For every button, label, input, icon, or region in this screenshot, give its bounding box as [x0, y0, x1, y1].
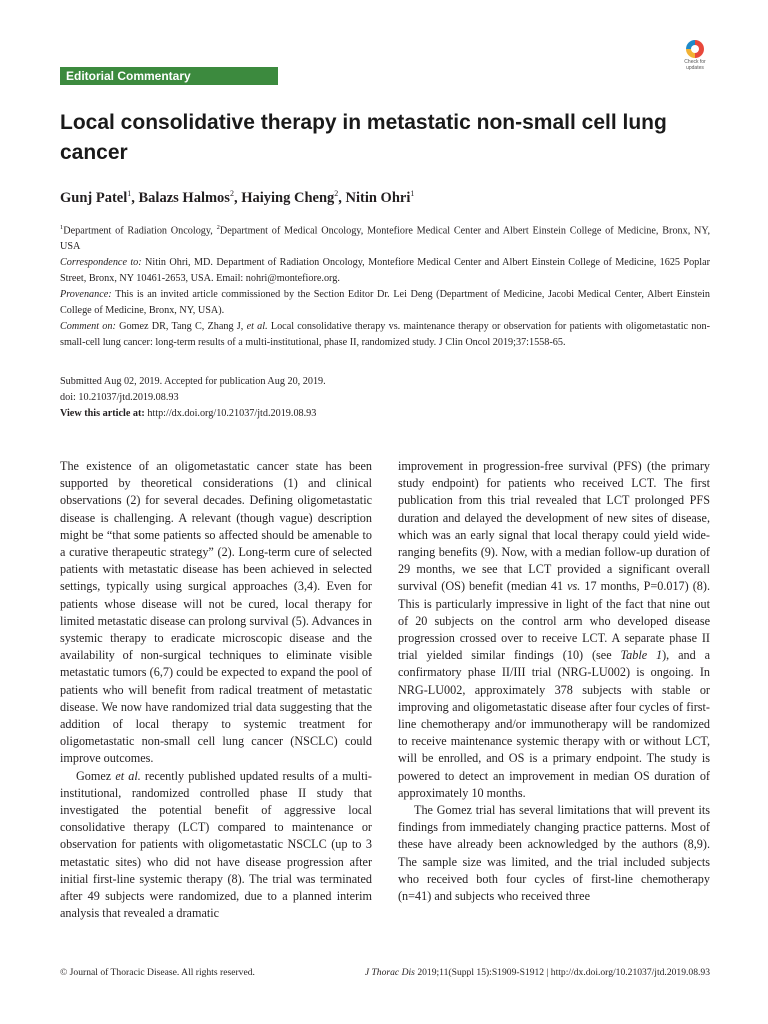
provenance-label: Provenance:: [60, 289, 112, 301]
author-affiliation-mark: 2: [334, 189, 339, 198]
paragraph-text: ), and a confirmatory phase II/III trial (NRG-LU002) is ongoing. In NRG-LU002, approximately 378 subjects with stable or improving and oligometastatic disease after four cycles of first-line chemotherapy and/or immunotherapy will be randomized to receive maintenance systemic therapy with or without LCT, will be enrolled, and OS is a primary endpoint. The study is powered to detect an improvement in median OS duration of approximately 10 months.: [398, 648, 710, 800]
author-name: Nitin Ohri: [345, 189, 411, 206]
journal-abbreviation: J Thorac Dis: [364, 967, 415, 978]
provenance-text: This is an invited article commissioned by the Section Editor Dr. Lei Deng (Department of Medicine, Jacobi Medical Center, Albert Einstein College of Medicine, Bronx, NY, USA).: [60, 289, 710, 317]
check-for-updates-label: Check for updates: [684, 59, 706, 71]
affiliation-mark: 1: [60, 224, 64, 231]
comment-on-text: Local consolidative therapy vs. maintenance therapy or observation for patients with oligometastatic non-small-cell lung cancer: long-term results of a multi-institutional, phase II, randomized study. J Clin Oncol 2019;37:1558-65.: [60, 321, 710, 349]
paragraph-text: recently published updated results of a multi-institutional, randomized controlled phase II study that investigated the potential benefit of aggressive local consolidative therapy (LCT) compared to maintenance or observation for patients with oligometastatic NSCLC (up to 3 metastatic sites) who did not have disease progression after initial first-line systemic therapy (8). The trial was terminated after 49 subjects were randomized, due to a planned interim analysis that revealed a dramatic: [60, 768, 372, 921]
paragraph-text: improvement in progression-free survival (PFS) (the primary study endpoint) for patients who received LCT. The first publication from this trial revealed that LCT prolonged PFS duration and delayed the development of new sites of disease, which was an early signal that local therapy could yield wide-ranging benefits (9). Now, with a median follow-up duration of 29 months, we see that LCT provided a significant overall survival (OS) benefit (median 41: [398, 459, 710, 594]
author-affiliation-mark: 1: [410, 189, 415, 198]
body-column-left: [60, 458, 372, 922]
affiliation-mark: 2: [216, 224, 220, 231]
affiliation-text: Department of Medical Oncology, Montefiore Medical Center and Albert Einstein College of Medicine, Bronx, NY, USA: [60, 225, 711, 253]
paragraph-etal: et al.: [115, 768, 141, 783]
paragraph-vs: vs.: [567, 579, 581, 594]
comment-on-etal: et al.: [246, 321, 268, 333]
body-paragraph: The Gomez trial has several limitations that will prevent its findings from immediately changing practice patterns. Most of these have already been acknowledged by the authors (8,9). The sample size was limited, and the trial included subjects who received both four cycles of first-line chemotherapy (n=41) and subjects who received three: [398, 803, 710, 904]
view-article-link[interactable]: http://dx.doi.org/10.21037/jtd.2019.08.93: [144, 408, 317, 419]
comment-on-text: Gomez DR, Tang C, Zhang J,: [115, 321, 247, 333]
check-for-updates-badge[interactable]: [678, 40, 712, 74]
section-label: Editorial Commentary: [60, 67, 278, 85]
body-column-right: [398, 458, 710, 905]
comment-on-line: [60, 319, 710, 351]
body-paragraph: The existence of an oligometastatic cancer state has been supported by theoretical considerations (1) and clinical observations (2) for several decades. Defining oligometastatic disease is challenging. A relevant (though vague) description might be “that some patients so affected should be amenable to a curative therapeutic strategy” (2). Long-term cure of selected patients with metastatic disease has been achieved in selected settings, typically using surgical approaches (3,4). Even for patients whose disease will not be cured, local therapy for limited metastatic disease can prolong survival (5). Advances in systemic therapy to eradicate microscopic disease and the availability of non-surgical techniques to eliminate visible metastatic tumors (6,7) could be expected to expand the pool of patients who will benefit from radical treatment of metastatic disease. We now have randomized trial data suggesting that the addition of local therapy to systemic treatment for oligometastatic non-small cell lung cancer (NSCLC) could improve outcomes.: [60, 459, 372, 766]
article-title: Local consolidative therapy in metastatic non-small cell lung cancer: [60, 111, 667, 164]
author-name: Gunj Patel: [60, 189, 128, 206]
affiliation-line: [60, 220, 710, 255]
affiliations-block: [60, 220, 710, 351]
footer-citation: [365, 967, 710, 979]
view-article-line: [60, 406, 710, 422]
doi-line: doi: 10.21037/jtd.2019.08.93: [60, 392, 179, 403]
author-name: Haiying Cheng: [241, 189, 335, 206]
provenance-line: [60, 287, 710, 319]
crossmark-icon: [686, 40, 704, 58]
correspondence-line: [60, 255, 710, 287]
author-separator: ,: [233, 189, 242, 206]
correspondence-text[interactable]: Nitin Ohri, MD. Department of Radiation Oncology, Montefiore Medical Center and Albert Einstein College of Medicine, 1625 Poplar Street, Bronx, NY 10461-2653, USA. Email: nohri@montefiore.org.: [60, 257, 710, 285]
author-name: Balazs Halmos: [138, 189, 230, 206]
paragraph-text: Gomez: [76, 768, 116, 783]
author-separator: ,: [338, 189, 346, 206]
comment-on-label: Comment on:: [60, 321, 116, 333]
view-article-label: View this article at:: [60, 408, 145, 419]
body-paragraph: [60, 768, 372, 923]
submission-dates: Submitted Aug 02, 2019. Accepted for publication Aug 20, 2019.: [60, 376, 326, 387]
author-affiliation-mark: 2: [229, 189, 234, 198]
author-list: [60, 185, 700, 207]
footer-copyright: © Journal of Thoracic Disease. All rights reserved.: [60, 967, 255, 978]
table-reference-link[interactable]: Table 1: [620, 648, 663, 663]
paragraph-text: 17 months, P=0.017) (8). This is particularly impressive in light of the fact that nine out of 20 subjects on the control arm who developed disease progression crossed over to receive LCT. A separate phase II trial yielded similar findings (10) (see: [398, 579, 711, 663]
correspondence-label: Correspondence to:: [60, 257, 142, 269]
affiliation-text: Department of Radiation Oncology,: [63, 225, 217, 237]
author-separator: ,: [131, 189, 139, 206]
body-paragraph: [398, 458, 710, 802]
author-affiliation-mark: 1: [127, 189, 132, 198]
publication-dates: [60, 374, 710, 422]
citation-text[interactable]: 2019;11(Suppl 15):S1909-S1912 | http://dx.doi.org/10.21037/jtd.2019.08.93: [414, 967, 710, 978]
